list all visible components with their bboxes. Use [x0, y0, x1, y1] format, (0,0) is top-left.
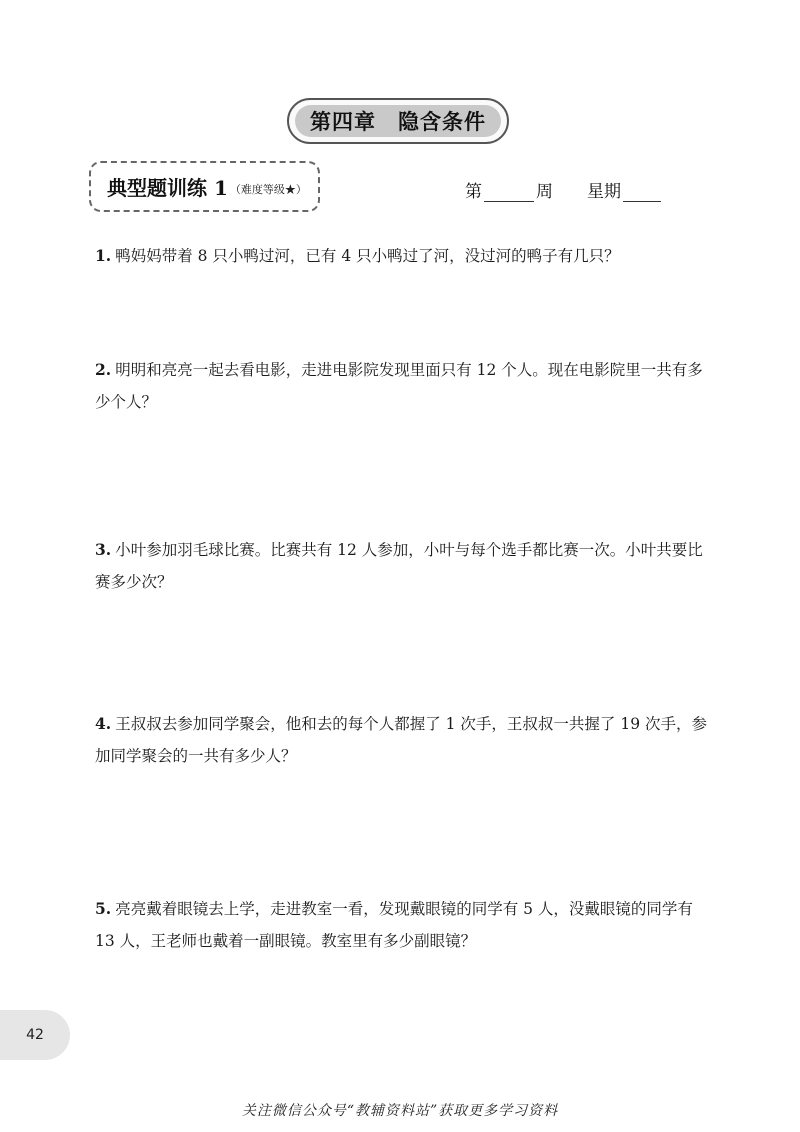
weekday-blank[interactable] — [623, 181, 661, 202]
weekday-label: 星期 — [587, 182, 621, 202]
question-1 — [95, 240, 710, 272]
chapter-banner — [287, 98, 509, 144]
question-number: 4. — [95, 714, 112, 733]
question-text: 明明和亮亮一起去看电影，走进电影院发现里面只有 12 个人。现在电影院里一共有多少个人？ — [95, 361, 703, 411]
question-text: 小叶参加羽毛球比赛。比赛共有 12 人参加，小叶与每个选手都比赛一次。小叶共要比赛多少次？ — [95, 541, 703, 591]
question-3 — [95, 534, 710, 598]
chapter-name: 隐含条件 — [398, 109, 486, 134]
section-title: 典型题训练 1 — [107, 176, 228, 200]
week-prefix: 第 — [465, 182, 482, 202]
page-number: 42 — [26, 1027, 44, 1043]
week-suffix: 周 — [536, 182, 553, 202]
difficulty-label: （难度等级★） — [229, 182, 307, 196]
question-5 — [95, 893, 710, 957]
week-blank[interactable] — [484, 181, 534, 202]
question-number: 5. — [95, 899, 112, 918]
question-text: 亮亮戴着眼镜去上学，走进教室一看，发现戴眼镜的同学有 5 人，没戴眼镜的同学有 13 人，王老师也戴着一副眼镜。教室里有多少副眼镜？ — [95, 900, 693, 950]
chapter-label: 第四章 — [310, 109, 376, 134]
question-text: 鸭妈妈带着 8 只小鸭过河，已有 4 只小鸭过了河，没过河的鸭子有几只？ — [115, 247, 620, 265]
chapter-title — [295, 105, 501, 137]
footer-note: 关注微信公众号“教辅资料站”获取更多学习资料 — [241, 1103, 559, 1119]
question-text: 王叔叔去参加同学聚会，他和去的每个人都握了 1 次手，王叔叔一共握了 19 次手，参加同学聚会的一共有多少人？ — [95, 715, 707, 765]
question-2 — [95, 354, 710, 418]
question-4 — [95, 708, 710, 772]
week-day-line — [465, 174, 661, 202]
question-number: 3. — [95, 540, 112, 559]
question-number: 2. — [95, 360, 112, 379]
question-number: 1. — [95, 246, 112, 265]
section-badge — [89, 161, 320, 212]
page-number-tab — [0, 1010, 70, 1060]
